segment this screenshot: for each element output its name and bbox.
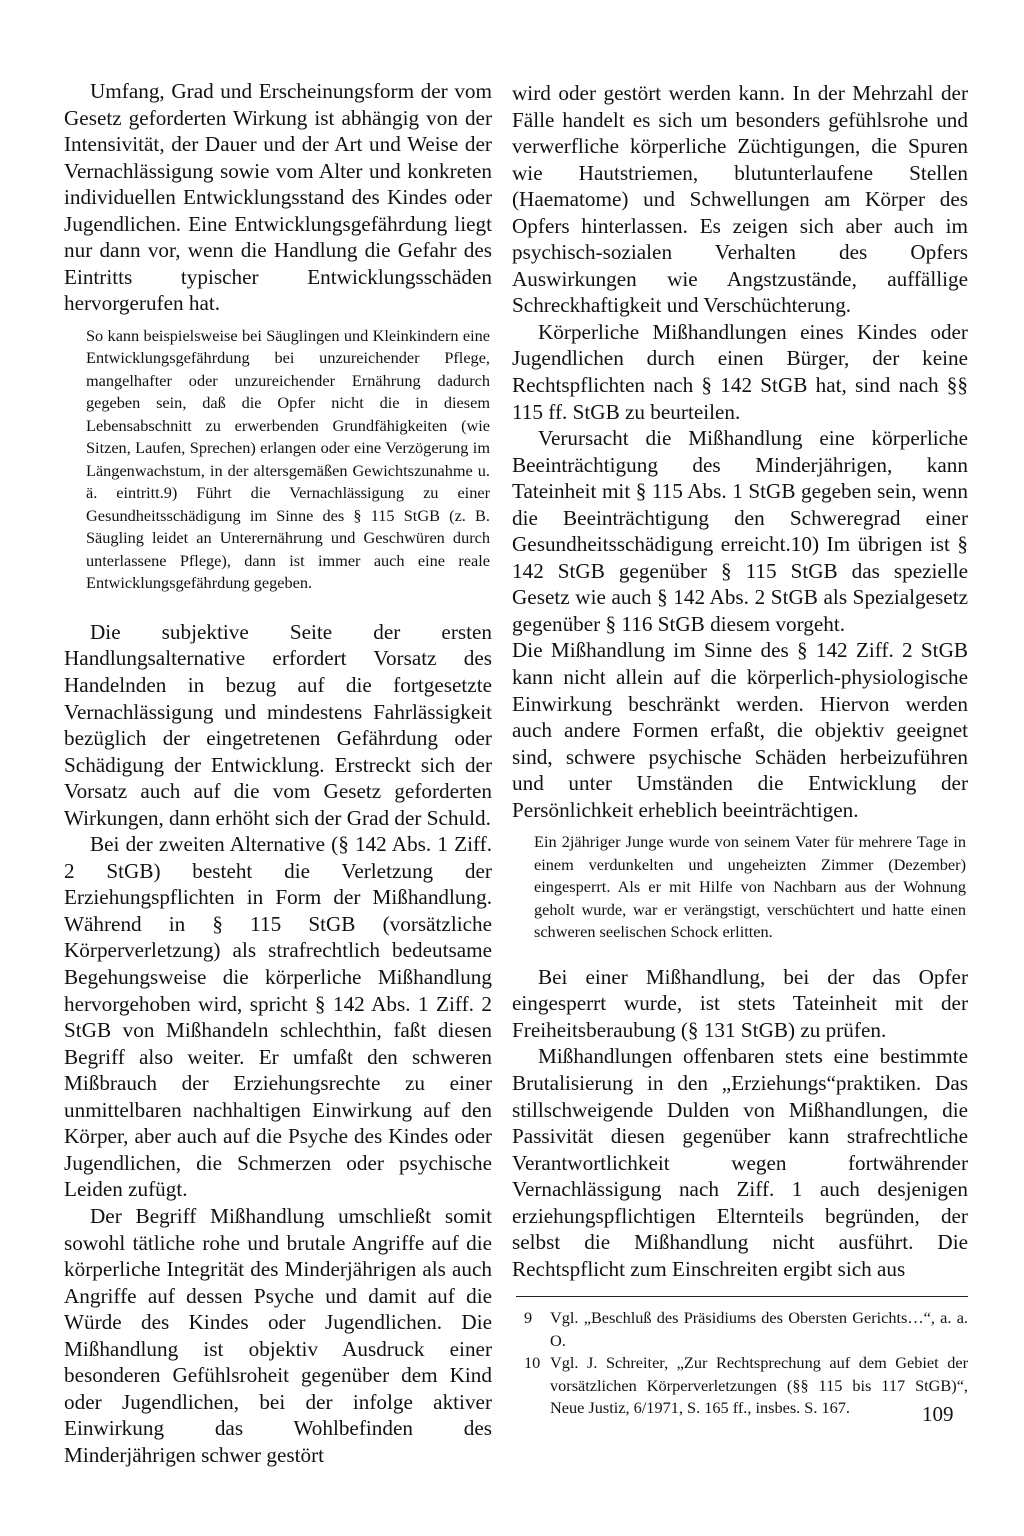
footnote-text: Vgl. J. Schreiter, „Zur Rechtsprechung auf dem Gebiet der vorsätzlichen Körperverletzungen (§§ 115 bis 117 StGB)“, Neue Justiz, 6/1971, S. 165 ff., insbes. S. 167. [550, 1353, 968, 1418]
right-paragraph-4: Die Mißhandlung im Sinne des § 142 Ziff. 2 StGB kann nicht allein auf die körperlich-physiologische Einwirkung beschränkt werden. Hiervon werden auch andere Formen erfaßt, die objektiv geeignet sind, schwere psychische Schäden herbeizuführen und unter Umständen die Entwicklung der Persönlichkeit erheblich beeinträchtigen. [512, 638, 968, 822]
left-paragraph-1: Umfang, Grad und Erscheinungsform der vom Gesetz geforderten Wirkung ist abhängig von der Intensivität, der Dauer und der Art und Weise der Vernachlässigung sowie vom Alter und konkreten individuellen Entwicklungsstand des Kindes oder Jugendlichen. Eine Entwicklungsgefährdung liegt nur dann vor, wenn die Handlung die Gefahr des Eintritts typischer Entwicklungsschäden hervorgerufen hat. [64, 79, 492, 316]
right-paragraph-3: Verursacht die Mißhandlung eine körperliche Beeinträchtigung des Minderjährigen, kann Tateinheit mit § 115 Abs. 1 StGB gegeben sein, wenn die Beeinträchtigung den Schweregrad einer Gesundheitsschädigung erreicht.10) Im übrigen ist § 142 StGB gegenüber § 115 StGB das spezielle Gesetz wie auch § 142 Abs. 2 StGB als Spezialgesetz gegenüber § 116 StGB diesem vorgeht. [512, 426, 968, 636]
footnote-text: Vgl. „Beschluß des Präsidiums des Obersten Gerichts…“, a. a. O. [550, 1308, 968, 1350]
left-paragraph-2: Die subjektive Seite der ersten Handlungsalternative erfordert Vorsatz des Handelnden in bezug auf die fortgesetzte Vernachlässigung und mindestens Fahrlässigkeit bezüglich der eingetretenen Gefährdung oder Schädigung der Entwicklung. Erstreckt sich der Vorsatz auch auf die vom Gesetz geforderten Wirkungen, dann erhöht sich der Grad der Schuld. [64, 619, 492, 830]
footnotes [516, 1296, 968, 1420]
left-example-small-text: So kann beispielsweise bei Säuglingen und Kleinkindern eine Entwicklungsgefährdung bei unzureichender Pflege, mangelhafter oder unzureichender Ernährung dadurch gegeben sein, daß die Opfer nicht die in diesem Lebensabschnitt zu erwerbenden Grundfähigkeiten (wie Sitzen, Laufen, Sprechen) erlangen oder eine Verzögerung im Längenwachstum, in der altersgemäßen Gewichtszunahme u. ä. eintritt.9) Führt die Vernachlässigung zu einer Gesundheitsschädigung im Sinne des § 115 StGB (z. B. Säugling leidet an Unterernährung und Geschwüren durch unterlassene Pflege), dann ist immer auch eine reale Entwicklungsgefährdung gegeben. [86, 325, 490, 593]
right-paragraph-1: wird oder gestört werden kann. In der Mehrzahl der Fälle handelt es sich um besonders gefühlsrohe und verwerfliche körperliche Züchtigungen, die Spuren wie Hautstriemen, blutunterlaufene Stellen (Haematome) und Schwellungen am Körper des Opfers hinterlassen. Es zeigen sich aber auch im psychisch-sozialen Verhalten des Opfers Auswirkungen wie Angstzustände, auffällige Schreckhaftigkeit und Verschüchterung. [512, 81, 968, 318]
right-paragraph-6: Mißhandlungen offenbaren stets eine bestimmte Brutalisierung in den „Erziehungs“praktiken. Das stillschweigende Dulden von Mißhandlungen, die Passivität diesen gegenüber kann strafrechtliche Verantwortlichkeit wegen fortwährender Vernachlässigung nach Ziff. 1 auch desjenigen erziehungspflichtigen Elternteils begründen, der selbst die Mißhandlung nicht ausführt. Die Rechtspflicht zum Einschreiten ergibt sich aus [512, 1044, 968, 1281]
right-paragraph-2: Körperliche Mißhandlungen eines Kindes oder Jugendlichen durch einen Bürger, der keine Rechtspflichten nach § 142 StGB hat, sind nach §§ 115 ff. StGB zu beurteilen. [512, 319, 968, 424]
left-paragraph-4: Der Begriff Mißhandlung umschließt somit sowohl tätliche rohe und brutale Angriffe auf die körperliche Integrität des Minderjährigen als auch Angriffe auf dessen Psyche und damit auf die Würde des Kindes oder Jugendlichen. Die Mißhandlung ist objektiv Ausdruck einer besonderen Gefühlsroheit gegenüber dem Kind oder Jugendlichen, bei der infolge aktiver Einwirkung das Wohlbefinden des Minderjährigen schwer gestört [64, 1203, 492, 1467]
right-example-small-text: Ein 2jähriger Junge wurde von seinem Vater für mehrere Tage in einem verdunkelten und ungeheizten Zimmer (Dezember) eingesperrt. Als er mit Hilfe von Nachbarn aus der Wohnung geholt wurde, war er verängstigt, verschüchtert und hatte einen schweren seelischen Schock erlitten. [534, 832, 966, 942]
left-column [64, 78, 492, 1468]
footnote-number: 10 [524, 1353, 541, 1373]
footnote-number: 9 [524, 1308, 533, 1328]
left-paragraph-3: Bei der zweiten Alternative (§ 142 Abs. 1 Ziff. 2 StGB) besteht die Verletzung der Erziehungspflichten in Form der Mißhandlung. Während in § 115 StGB (vorsätzliche Körperverletzung) als strafrechtlich bedeutsame Begehungsweise die körperliche Mißhandlung hervorgehoben wird, spricht § 142 Abs. 1 Ziff. 2 StGB von Mißhandeln schlechthin, faßt diesen Begriff also weiter. Er umfaßt den schweren Mißbrauch der Erziehungsrechte zu einer unmittelbaren nachhaltigen Einwirkung auf den Körper, aber auch auf die Psyche des Kindes oder Jugendlichen, die Schmerzen oder psychische Leiden zufügt. [64, 832, 492, 1202]
right-column [512, 80, 968, 1420]
page-number: 109 [922, 1402, 954, 1426]
right-paragraph-5: Bei einer Mißhandlung, bei der das Opfer eingesperrt wurde, ist stets Tateinheit mit der Freiheitsberaubung (§ 131 StGB) zu prüfen. [512, 964, 968, 1042]
footnote-10 [516, 1352, 968, 1420]
footnote-9 [516, 1307, 968, 1352]
